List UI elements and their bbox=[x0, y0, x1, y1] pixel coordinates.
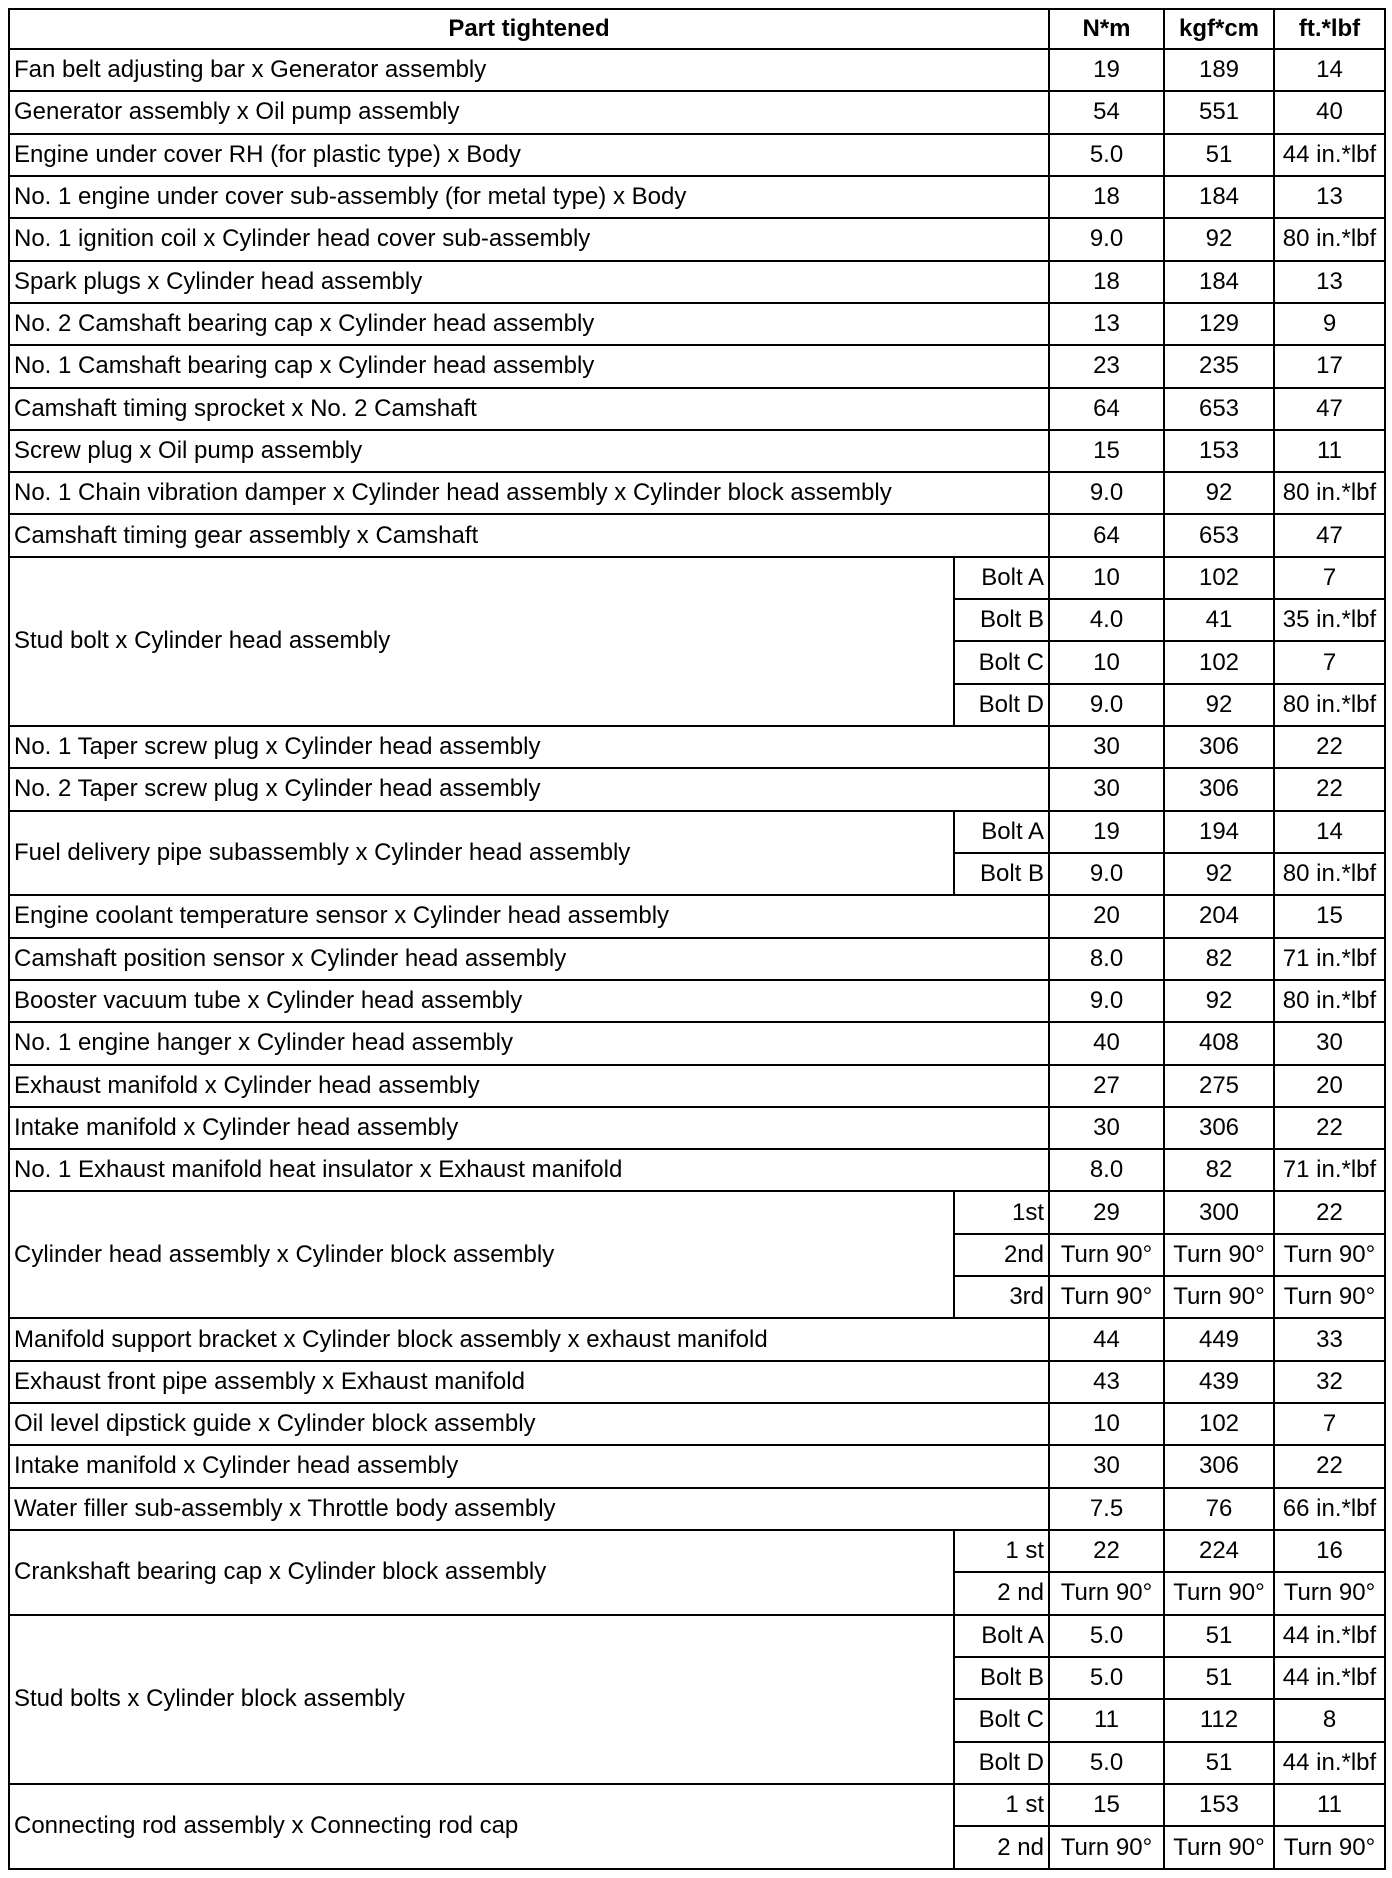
sub-step-cell: 2 nd bbox=[954, 1572, 1049, 1614]
kgf-cm-value-cell: 184 bbox=[1164, 261, 1274, 303]
nm-value-cell: 15 bbox=[1049, 430, 1164, 472]
nm-value-cell: 8.0 bbox=[1049, 1149, 1164, 1191]
nm-value-cell: 10 bbox=[1049, 641, 1164, 683]
kgf-cm-value-cell: 92 bbox=[1164, 218, 1274, 260]
kgf-cm-value-cell: 153 bbox=[1164, 1784, 1274, 1826]
part-name-cell: Exhaust front pipe assembly x Exhaust manifold bbox=[9, 1361, 1049, 1403]
nm-value-cell: 13 bbox=[1049, 303, 1164, 345]
nm-value-cell: Turn 90° bbox=[1049, 1572, 1164, 1614]
part-name-cell: No. 1 Camshaft bearing cap x Cylinder head assembly bbox=[9, 345, 1049, 387]
part-name-cell: Spark plugs x Cylinder head assembly bbox=[9, 261, 1049, 303]
kgf-cm-value-cell: 300 bbox=[1164, 1191, 1274, 1233]
ft-lbf-value-cell: 80 in.*lbf bbox=[1274, 853, 1385, 895]
nm-value-cell: Turn 90° bbox=[1049, 1234, 1164, 1276]
nm-value-cell: 8.0 bbox=[1049, 938, 1164, 980]
ft-lbf-value-cell: 22 bbox=[1274, 1191, 1385, 1233]
ft-lbf-value-cell: 14 bbox=[1274, 49, 1385, 91]
table-row bbox=[9, 1149, 1385, 1191]
nm-value-cell: 7.5 bbox=[1049, 1488, 1164, 1530]
kgf-cm-value-cell: 408 bbox=[1164, 1022, 1274, 1064]
part-name-cell: No. 2 Taper screw plug x Cylinder head assembly bbox=[9, 768, 1049, 810]
kgf-cm-value-cell: 92 bbox=[1164, 472, 1274, 514]
nm-value-cell: 9.0 bbox=[1049, 684, 1164, 726]
nm-value-cell: Turn 90° bbox=[1049, 1276, 1164, 1318]
table-row bbox=[9, 938, 1385, 980]
part-name-cell: No. 1 ignition coil x Cylinder head cover sub-assembly bbox=[9, 218, 1049, 260]
nm-value-cell: 30 bbox=[1049, 1107, 1164, 1149]
table-row bbox=[9, 218, 1385, 260]
nm-value-cell: 10 bbox=[1049, 557, 1164, 599]
kgf-cm-value-cell: Turn 90° bbox=[1164, 1234, 1274, 1276]
ft-lbf-value-cell: 71 in.*lbf bbox=[1274, 1149, 1385, 1191]
nm-value-cell: 9.0 bbox=[1049, 218, 1164, 260]
nm-value-cell: 5.0 bbox=[1049, 1657, 1164, 1699]
ft-lbf-value-cell: 44 in.*lbf bbox=[1274, 134, 1385, 176]
nm-value-cell: 18 bbox=[1049, 176, 1164, 218]
ft-lbf-value-cell: 80 in.*lbf bbox=[1274, 684, 1385, 726]
table-row bbox=[9, 557, 1385, 599]
ft-lbf-value-cell: 14 bbox=[1274, 811, 1385, 853]
sub-step-cell: 1 st bbox=[954, 1530, 1049, 1572]
nm-value-cell: 5.0 bbox=[1049, 1742, 1164, 1784]
part-name-cell: Cylinder head assembly x Cylinder block assembly bbox=[9, 1191, 954, 1318]
table-row bbox=[9, 726, 1385, 768]
part-name-cell: No. 1 Exhaust manifold heat insulator x Exhaust manifold bbox=[9, 1149, 1049, 1191]
ft-lbf-value-cell: 66 in.*lbf bbox=[1274, 1488, 1385, 1530]
kgf-cm-value-cell: 439 bbox=[1164, 1361, 1274, 1403]
ft-lbf-value-cell: 17 bbox=[1274, 345, 1385, 387]
part-name-cell: Engine under cover RH (for plastic type) x Body bbox=[9, 134, 1049, 176]
kgf-cm-value-cell: 82 bbox=[1164, 938, 1274, 980]
sub-step-cell: Bolt A bbox=[954, 1615, 1049, 1657]
part-name-cell: Exhaust manifold x Cylinder head assembly bbox=[9, 1065, 1049, 1107]
ft-lbf-value-cell: Turn 90° bbox=[1274, 1276, 1385, 1318]
sub-step-cell: 2nd bbox=[954, 1234, 1049, 1276]
part-name-cell: Oil level dipstick guide x Cylinder block assembly bbox=[9, 1403, 1049, 1445]
part-name-cell: No. 1 Chain vibration damper x Cylinder head assembly x Cylinder block assembly bbox=[9, 472, 1049, 514]
part-name-cell: Stud bolts x Cylinder block assembly bbox=[9, 1615, 954, 1784]
part-name-cell: Camshaft timing gear assembly x Camshaft bbox=[9, 514, 1049, 556]
ft-lbf-value-cell: 20 bbox=[1274, 1065, 1385, 1107]
kgf-cm-value-cell: 102 bbox=[1164, 557, 1274, 599]
nm-value-cell: 9.0 bbox=[1049, 980, 1164, 1022]
header-row bbox=[9, 9, 1385, 49]
part-name-cell: Stud bolt x Cylinder head assembly bbox=[9, 557, 954, 726]
part-name-cell: Camshaft position sensor x Cylinder head assembly bbox=[9, 938, 1049, 980]
ft-lbf-value-cell: 13 bbox=[1274, 261, 1385, 303]
table-row bbox=[9, 1615, 1385, 1657]
ft-lbf-value-cell: 22 bbox=[1274, 726, 1385, 768]
part-name-cell: Water filler sub-assembly x Throttle body assembly bbox=[9, 1488, 1049, 1530]
table-row bbox=[9, 345, 1385, 387]
ft-lbf-value-cell: 80 in.*lbf bbox=[1274, 218, 1385, 260]
nm-value-cell: 64 bbox=[1049, 388, 1164, 430]
nm-value-cell: 5.0 bbox=[1049, 134, 1164, 176]
table-row bbox=[9, 303, 1385, 345]
ft-lbf-value-cell: 22 bbox=[1274, 768, 1385, 810]
ft-lbf-value-cell: 35 in.*lbf bbox=[1274, 599, 1385, 641]
sub-step-cell: Bolt A bbox=[954, 557, 1049, 599]
nm-value-cell: 44 bbox=[1049, 1318, 1164, 1360]
header-nm: N*m bbox=[1049, 9, 1164, 49]
ft-lbf-value-cell: 7 bbox=[1274, 641, 1385, 683]
kgf-cm-value-cell: 76 bbox=[1164, 1488, 1274, 1530]
table-row bbox=[9, 1318, 1385, 1360]
table-row bbox=[9, 1784, 1385, 1826]
nm-value-cell: 30 bbox=[1049, 1445, 1164, 1487]
ft-lbf-value-cell: 22 bbox=[1274, 1445, 1385, 1487]
table-row bbox=[9, 1445, 1385, 1487]
ft-lbf-value-cell: 11 bbox=[1274, 1784, 1385, 1826]
ft-lbf-value-cell: 71 in.*lbf bbox=[1274, 938, 1385, 980]
kgf-cm-value-cell: 551 bbox=[1164, 91, 1274, 133]
nm-value-cell: 20 bbox=[1049, 895, 1164, 937]
sub-step-cell: Bolt D bbox=[954, 684, 1049, 726]
ft-lbf-value-cell: 80 in.*lbf bbox=[1274, 980, 1385, 1022]
ft-lbf-value-cell: 47 bbox=[1274, 514, 1385, 556]
sub-step-cell: 2 nd bbox=[954, 1826, 1049, 1869]
kgf-cm-value-cell: 51 bbox=[1164, 1742, 1274, 1784]
nm-value-cell: 19 bbox=[1049, 811, 1164, 853]
kgf-cm-value-cell: 224 bbox=[1164, 1530, 1274, 1572]
sub-step-cell: 1 st bbox=[954, 1784, 1049, 1826]
table-row bbox=[9, 49, 1385, 91]
kgf-cm-value-cell: 449 bbox=[1164, 1318, 1274, 1360]
ft-lbf-value-cell: 15 bbox=[1274, 895, 1385, 937]
kgf-cm-value-cell: 51 bbox=[1164, 1615, 1274, 1657]
ft-lbf-value-cell: 7 bbox=[1274, 1403, 1385, 1445]
part-name-cell: Engine coolant temperature sensor x Cylinder head assembly bbox=[9, 895, 1049, 937]
ft-lbf-value-cell: 47 bbox=[1274, 388, 1385, 430]
kgf-cm-value-cell: 189 bbox=[1164, 49, 1274, 91]
nm-value-cell: 29 bbox=[1049, 1191, 1164, 1233]
sub-step-cell: 1st bbox=[954, 1191, 1049, 1233]
part-name-cell: Fan belt adjusting bar x Generator assembly bbox=[9, 49, 1049, 91]
sub-step-cell: Bolt A bbox=[954, 811, 1049, 853]
ft-lbf-value-cell: 80 in.*lbf bbox=[1274, 472, 1385, 514]
kgf-cm-value-cell: 92 bbox=[1164, 853, 1274, 895]
kgf-cm-value-cell: 306 bbox=[1164, 1107, 1274, 1149]
ft-lbf-value-cell: 11 bbox=[1274, 430, 1385, 472]
kgf-cm-value-cell: 82 bbox=[1164, 1149, 1274, 1191]
table-row bbox=[9, 1361, 1385, 1403]
kgf-cm-value-cell: 41 bbox=[1164, 599, 1274, 641]
table-row bbox=[9, 1530, 1385, 1572]
ft-lbf-value-cell: 30 bbox=[1274, 1022, 1385, 1064]
table-row bbox=[9, 430, 1385, 472]
table-row bbox=[9, 91, 1385, 133]
ft-lbf-value-cell: 44 in.*lbf bbox=[1274, 1657, 1385, 1699]
ft-lbf-value-cell: 33 bbox=[1274, 1318, 1385, 1360]
kgf-cm-value-cell: Turn 90° bbox=[1164, 1572, 1274, 1614]
table-row bbox=[9, 1488, 1385, 1530]
nm-value-cell: 9.0 bbox=[1049, 472, 1164, 514]
nm-value-cell: 40 bbox=[1049, 1022, 1164, 1064]
kgf-cm-value-cell: 653 bbox=[1164, 388, 1274, 430]
sub-step-cell: Bolt B bbox=[954, 853, 1049, 895]
kgf-cm-value-cell: 51 bbox=[1164, 134, 1274, 176]
table-row bbox=[9, 1191, 1385, 1233]
ft-lbf-value-cell: Turn 90° bbox=[1274, 1572, 1385, 1614]
nm-value-cell: 15 bbox=[1049, 1784, 1164, 1826]
ft-lbf-value-cell: 32 bbox=[1274, 1361, 1385, 1403]
kgf-cm-value-cell: Turn 90° bbox=[1164, 1276, 1274, 1318]
ft-lbf-value-cell: Turn 90° bbox=[1274, 1234, 1385, 1276]
part-name-cell: No. 1 engine hanger x Cylinder head assembly bbox=[9, 1022, 1049, 1064]
kgf-cm-value-cell: 51 bbox=[1164, 1657, 1274, 1699]
kgf-cm-value-cell: 275 bbox=[1164, 1065, 1274, 1107]
kgf-cm-value-cell: 306 bbox=[1164, 768, 1274, 810]
table-row bbox=[9, 1403, 1385, 1445]
table-row bbox=[9, 1107, 1385, 1149]
part-name-cell: Intake manifold x Cylinder head assembly bbox=[9, 1107, 1049, 1149]
table-row bbox=[9, 514, 1385, 556]
sub-step-cell: 3rd bbox=[954, 1276, 1049, 1318]
part-name-cell: Booster vacuum tube x Cylinder head assembly bbox=[9, 980, 1049, 1022]
sub-step-cell: Bolt C bbox=[954, 641, 1049, 683]
table-row bbox=[9, 1022, 1385, 1064]
header-part-tightened: Part tightened bbox=[9, 9, 1049, 49]
kgf-cm-value-cell: 102 bbox=[1164, 641, 1274, 683]
part-name-cell: Fuel delivery pipe subassembly x Cylinder head assembly bbox=[9, 811, 954, 896]
part-name-cell: Generator assembly x Oil pump assembly bbox=[9, 91, 1049, 133]
kgf-cm-value-cell: 306 bbox=[1164, 726, 1274, 768]
kgf-cm-value-cell: 92 bbox=[1164, 684, 1274, 726]
kgf-cm-value-cell: 194 bbox=[1164, 811, 1274, 853]
nm-value-cell: 54 bbox=[1049, 91, 1164, 133]
part-name-cell: No. 2 Camshaft bearing cap x Cylinder head assembly bbox=[9, 303, 1049, 345]
table-row bbox=[9, 472, 1385, 514]
part-name-cell: Intake manifold x Cylinder head assembly bbox=[9, 1445, 1049, 1487]
ft-lbf-value-cell: 13 bbox=[1274, 176, 1385, 218]
torque-spec-table bbox=[8, 8, 1386, 1870]
table-row bbox=[9, 176, 1385, 218]
table-row bbox=[9, 768, 1385, 810]
ft-lbf-value-cell: 8 bbox=[1274, 1699, 1385, 1741]
kgf-cm-value-cell: 184 bbox=[1164, 176, 1274, 218]
ft-lbf-value-cell: 44 in.*lbf bbox=[1274, 1615, 1385, 1657]
table-row bbox=[9, 1065, 1385, 1107]
table-row bbox=[9, 388, 1385, 430]
ft-lbf-value-cell: 44 in.*lbf bbox=[1274, 1742, 1385, 1784]
kgf-cm-value-cell: 653 bbox=[1164, 514, 1274, 556]
kgf-cm-value-cell: 112 bbox=[1164, 1699, 1274, 1741]
nm-value-cell: 30 bbox=[1049, 768, 1164, 810]
table-row bbox=[9, 811, 1385, 853]
kgf-cm-value-cell: 153 bbox=[1164, 430, 1274, 472]
ft-lbf-value-cell: Turn 90° bbox=[1274, 1826, 1385, 1869]
part-name-cell: Screw plug x Oil pump assembly bbox=[9, 430, 1049, 472]
kgf-cm-value-cell: 129 bbox=[1164, 303, 1274, 345]
nm-value-cell: 10 bbox=[1049, 1403, 1164, 1445]
sub-step-cell: Bolt C bbox=[954, 1699, 1049, 1741]
nm-value-cell: 43 bbox=[1049, 1361, 1164, 1403]
nm-value-cell: 18 bbox=[1049, 261, 1164, 303]
table-row bbox=[9, 980, 1385, 1022]
nm-value-cell: 30 bbox=[1049, 726, 1164, 768]
ft-lbf-value-cell: 7 bbox=[1274, 557, 1385, 599]
kgf-cm-value-cell: 235 bbox=[1164, 345, 1274, 387]
kgf-cm-value-cell: 92 bbox=[1164, 980, 1274, 1022]
part-name-cell: Connecting rod assembly x Connecting rod cap bbox=[9, 1784, 954, 1869]
ft-lbf-value-cell: 16 bbox=[1274, 1530, 1385, 1572]
nm-value-cell: 23 bbox=[1049, 345, 1164, 387]
nm-value-cell: 11 bbox=[1049, 1699, 1164, 1741]
ft-lbf-value-cell: 22 bbox=[1274, 1107, 1385, 1149]
ft-lbf-value-cell: 40 bbox=[1274, 91, 1385, 133]
ft-lbf-value-cell: 9 bbox=[1274, 303, 1385, 345]
nm-value-cell: 64 bbox=[1049, 514, 1164, 556]
sub-step-cell: Bolt D bbox=[954, 1742, 1049, 1784]
nm-value-cell: 22 bbox=[1049, 1530, 1164, 1572]
nm-value-cell: 19 bbox=[1049, 49, 1164, 91]
nm-value-cell: 27 bbox=[1049, 1065, 1164, 1107]
header-ft-lbf: ft.*lbf bbox=[1274, 9, 1385, 49]
part-name-cell: No. 1 Taper screw plug x Cylinder head assembly bbox=[9, 726, 1049, 768]
part-name-cell: Camshaft timing sprocket x No. 2 Camshaft bbox=[9, 388, 1049, 430]
nm-value-cell: 4.0 bbox=[1049, 599, 1164, 641]
kgf-cm-value-cell: 102 bbox=[1164, 1403, 1274, 1445]
table-row bbox=[9, 261, 1385, 303]
table-row bbox=[9, 895, 1385, 937]
nm-value-cell: 5.0 bbox=[1049, 1615, 1164, 1657]
kgf-cm-value-cell: 306 bbox=[1164, 1445, 1274, 1487]
nm-value-cell: 9.0 bbox=[1049, 853, 1164, 895]
part-name-cell: Crankshaft bearing cap x Cylinder block assembly bbox=[9, 1530, 954, 1615]
part-name-cell: No. 1 engine under cover sub-assembly (for metal type) x Body bbox=[9, 176, 1049, 218]
sub-step-cell: Bolt B bbox=[954, 1657, 1049, 1699]
nm-value-cell: Turn 90° bbox=[1049, 1826, 1164, 1869]
header-kgf-cm: kgf*cm bbox=[1164, 9, 1274, 49]
kgf-cm-value-cell: Turn 90° bbox=[1164, 1826, 1274, 1869]
table-row bbox=[9, 134, 1385, 176]
kgf-cm-value-cell: 204 bbox=[1164, 895, 1274, 937]
part-name-cell: Manifold support bracket x Cylinder block assembly x exhaust manifold bbox=[9, 1318, 1049, 1360]
sub-step-cell: Bolt B bbox=[954, 599, 1049, 641]
